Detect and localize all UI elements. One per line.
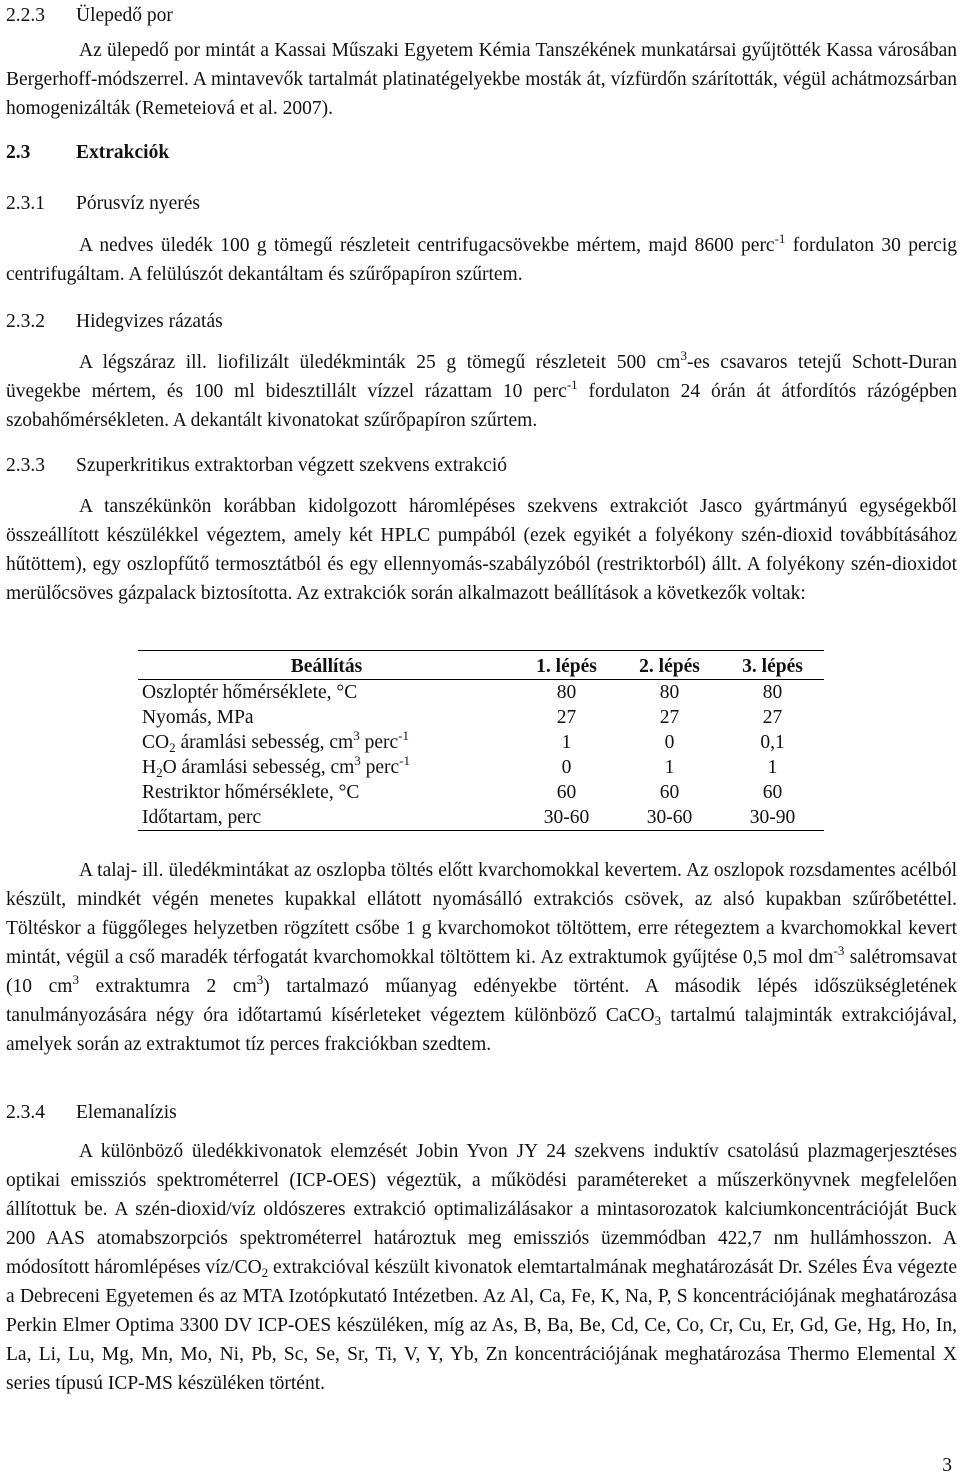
heading-2-3-4 — [6, 1099, 957, 1127]
column-header: Beállítás — [138, 651, 515, 680]
row-label: Oszloptér hőmérséklete, °C — [142, 682, 358, 703]
cell: 80 — [659, 682, 680, 703]
paragraph-elemanalizis: A különböző üledékkivonatok elemzését Jobin Yvon JY 24 szekvens induktív csatolású plazmagerjesztéses optikai emissziós spektrométerrel (ICP-OES) végeztük, a működési paramétereket a műszerkönyvnek megfelelően állítottuk be. A szén-dioxid/víz oldószeres extrakció optimalizálásakor a mintasorozatok kalciumkoncentrációját Buck 200 AAS atomabszorpciós spektrométerrel határoztuk meg emissziós üzemmódban 422,7 nm hullámhosszon. A módosított háromlépéses víz/$CO_2$ extrakcióval készült kivonatok elemtartalmának meghatározását Dr. Széles Éva végezte a Debreceni Egyetemen és az MTA Izotópkutató Intézetben. Az Al, Ca, Fe, K, Na, P, S koncentrációjának meghatározása Perkin Elmer Optima 3300 DV ICP-OES készüléken, míg az As, B, Ba, Be, Cd, Ce, Co, Cr, Cu, Er, Gd, Ge, Hg, Ho, In, La, Li, Lu, Mg, Mn, Mo, Ni, Pb, Sc, Se, Sr, Ti, V, Y, Yb, Zn koncentrációjának meghatározása Thermo Elemental X series típusú ICP-MS készüléken történt. — [6, 1141, 957, 1394]
cell: 30-60 — [515, 805, 618, 831]
row-label: Időtartam, perc — [138, 805, 515, 831]
page-number: 3 — [942, 1455, 952, 1476]
cell: 0 — [664, 732, 675, 753]
table-header-row — [138, 651, 824, 680]
column-header: 2. lépés — [618, 651, 721, 680]
cell: 80 — [556, 682, 577, 703]
cell: 27 — [659, 707, 680, 728]
cell: 80 — [762, 682, 783, 703]
section-title: Extrakciók — [76, 142, 170, 163]
section-title: Hidegvizes rázatás — [76, 311, 223, 332]
paragraph-hidegvizes: A légszáraz ill. liofilizált üledékminták 25 g tömegű részleteit 500 $cm^3-es$ csavaros tetejű Schott-Duran üvegekbe mértem, és 100 ml bidesztillált vízzel rázattam 10 perc$^{-1}$ fordulaton 24 órán át átfordítós rázógépben szobahőmérsékleten. A dekantált kivonatokat szűrőpapíron szűrtem. — [6, 348, 957, 431]
heading-2-3-2 — [6, 308, 957, 336]
cell: 60 — [659, 782, 680, 803]
cell: 27 — [762, 707, 783, 728]
cell: 0,1 — [760, 732, 785, 753]
section-number: 2.3.4 — [6, 1102, 45, 1123]
column-header: 1. lépés — [515, 651, 618, 680]
section-number: 2.2.3 — [6, 5, 45, 26]
table-row — [138, 705, 824, 730]
cell: 60 — [556, 782, 577, 803]
heading-2-3-3 — [6, 452, 957, 480]
table-row — [138, 805, 824, 831]
table-row — [138, 730, 824, 755]
section-title: Elemanalízis — [76, 1102, 177, 1123]
section-number: 2.3.1 — [6, 193, 45, 214]
section-number: 2.3 — [6, 142, 31, 163]
heading-2-2-3 — [6, 2, 957, 30]
settings-table — [138, 650, 824, 831]
cell: 0 — [561, 757, 572, 778]
row-label: Restriktor hőmérséklete, °C — [142, 782, 360, 803]
row-label: $CO_2$ áramlási sebesség, $cm^3$ perc$^{-1}$ — [142, 728, 409, 755]
section-title: Ülepedő por — [76, 5, 173, 26]
paragraph-talaj: A talaj- ill. üledékmintákat az oszlopba töltés előtt kvarchomokkal kevertem. Az oszlopok rozsdamentes acélból készült, mindkét végén menetes kupakkal ellátott nyomásálló extrakciós csövek, az alsó kupakban szűrőbetéttel. Töltéskor a függőleges helyzetben rögzített csőbe 1 g kvarchomokot töltöttem, erre rétegeztem a kvarchomokkal kevert mintát, végül a cső maradék térfogatát kvarchomokkal töltöttem ki. Az extraktumok gyűjtése 0,5 mol $dm^{-3}$ salétromsavat (10 $cm^3$ extraktumra 2 $cm^3$) tartalmazó műanyag edényekbe történt. A második lépés időszükségletének tanulmányozására négy óra időtartamú kísérleteket végeztem különböző CaCO$_3$ tartalmú talajminták extrakciójával, amelyek során az extraktumot tíz perces frakciókban szedtem. — [6, 860, 958, 1055]
paragraph-szuperkritikus: A tanszékünkön korábban kidolgozott háromlépéses szekvens extrakciót Jasco gyártmányú egységekből összeállított készülékkel végeztem, amely két HPLC pumpából (ezek egyikét a folyékony szén-dioxid továbbításához hűtöttem), egy oszlopfűtő termosztátból és egy ellennyomás-szabályzóból (restriktorból) állt. A folyékony szén-dioxidot merülőcsöves gázpalack biztosította. Az extrakciók során alkalmazott beállítások a következők voltak: — [6, 496, 957, 604]
cell: 30-90 — [721, 805, 824, 831]
cell: 27 — [556, 707, 577, 728]
section-number: 2.3.3 — [6, 455, 45, 476]
cell: 1 — [561, 732, 572, 753]
section-title: Szuperkritikus extraktorban végzett szekvens extrakció — [76, 455, 508, 476]
table-row — [138, 755, 824, 780]
heading-2-3 — [6, 139, 957, 167]
paragraph-ulepedo-por: Az ülepedő por mintát a Kassai Műszaki Egyetem Kémia Tanszékének munkatársai gyűjtötték Kassa városában Bergerhoff-módszerrel. A mintavevők tartalmát platinatégelyekbe mosták át, vízfürdőn szárították, végül achátmozsárban homogenizálták (Remeteiová et al. 2007). — [6, 40, 957, 119]
section-number: 2.3.2 — [6, 311, 45, 332]
cell: 1 — [664, 757, 675, 778]
heading-2-3-1 — [6, 190, 957, 218]
section-title: Pórusvíz nyerés — [76, 193, 201, 214]
column-header: 3. lépés — [721, 651, 824, 680]
table-row — [138, 780, 824, 805]
row-label: Nyomás, MPa — [142, 707, 254, 728]
row-label: $H_2O$ áramlási sebesség, $cm^3$ perc$^{-1}$ — [142, 753, 411, 780]
paragraph-porusviz: A nedves üledék 100 g tömegű részleteit centrifugacsövekbe mértem, majd 8600 perc$^{-1}$ fordulaton 30 percig centrifugáltam. A felülúszót dekantáltam és szűrőpapíron szűrtem. — [6, 231, 957, 285]
cell: 60 — [762, 782, 783, 803]
cell: 1 — [767, 757, 778, 778]
cell: 30-60 — [618, 805, 721, 831]
table-row — [138, 680, 824, 706]
